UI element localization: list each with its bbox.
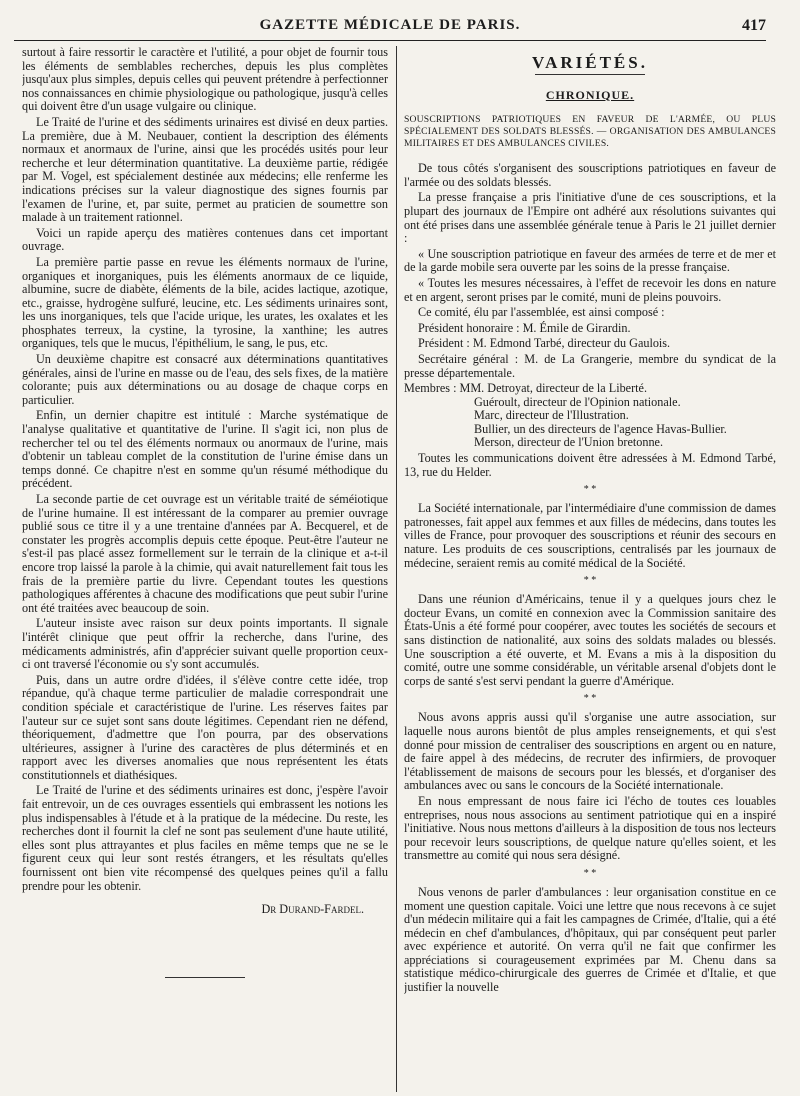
paragraph: surtout à faire ressortir le caractère et l'utilité, a pour objet de fournir tous les éléments de semblables recherches, depuis les plus complètes jusqu'aux plus simples, depuis celles qui peuvent prétendre à perfectionner nos connaissances en chimie physiologique ou pathologique, jusqu'à celles qui doivent être d'un usage vulgaire ou clinique.: [22, 46, 388, 114]
member-line: Marc, directeur de l'Illustration.: [474, 408, 629, 423]
section-separator-stars: * *: [583, 484, 597, 496]
paragraph: Enfin, un dernier chapitre est intitulé : Marche systématique de l'analyse qualitative et quantitative de l'urine. Il s'agit ici, non plus de rechercher tel ou tel des éléments normaux ou anormaux de l'urine, mais d'obtenir un tableau complet de la constitution de l'urine émise dans un temps donné. Ce chapitre n'est en somme qu'un résumé méthodique du précédent.: [22, 408, 388, 491]
paragraph: En nous empressant de nous faire ici l'écho de toutes ces louables entreprises, nous nous associons au sentiment patriotique qui en a inspiré l'initiative. Nous nous mettons d'ailleurs à la disposition de tous nos lecteurs pour recevoir leurs souscriptions, de quelque nature qu'elles soient, et les transmettre au comité qui nous sera désigné.: [404, 793, 776, 863]
article-summary: SOUSCRIPTIONS PATRIOTIQUES EN FAVEUR DE L'ARMÉE, OU PLUS SPÉCIALEMENT DES SOLDATS BLESSÉS. — ORGANISATION DES AMBULANCES MILITAIRES ET DES AMBULANCES CIVILES.: [404, 114, 776, 150]
paragraph: Un deuxième chapitre est consacré aux déterminations quantitatives générales, ainsi de l'urine en masse ou de l'eau, des sels fixes, de la matière colorante; puis aux déterminations ou au dosage de chaque corps en particulier.: [22, 352, 388, 407]
committee-members: [404, 382, 776, 450]
section-separator-stars: * *: [583, 867, 597, 879]
member-line: Merson, directeur de l'Union bretonne.: [474, 435, 664, 450]
left-column: [22, 46, 388, 1092]
paragraph: Nous avons appris aussi qu'il s'organise une autre association, sur laquelle nous aurons bientôt de plus amples renseignements, et qui s'est donné pour mission de centraliser des souscriptions en argent ou en nature, de faire appel à des médecins, de recruter des infirmiers, de provoquer l'établissement de maisons de secours pour les blessés, et d'organiser des ambulances avec ou sans le concours de la Société internationale.: [404, 710, 776, 793]
paragraph: La Société internationale, par l'intermédiaire d'une commission de dames patronesses, fait appel aux femmes et aux filles de médecins, dans toutes les villes de France, pour provoquer des souscriptions et réunir des secours en nature. Les produits de ces souscriptions, centralisés par les journaux de médecine, seraient remis au comité médical de la Société.: [404, 501, 776, 570]
title-rule: [535, 74, 645, 75]
page-header: [14, 14, 766, 41]
end-rule: [165, 977, 245, 978]
paragraph: Dans une réunion d'Américains, tenue il y a quelques jours chez le docteur Evans, un comité en connexion avec la Commission sanitaire des États-Unis a été formé pour coopérer, avec toutes les sociétés de secours et sans distinction de nationalité, aux soins des soldats malades ou blessés. Une souscription a été ouverte, et M. Evans a mis à la disposition du comité, outre une somme considérable, un véritable arsenal d'objets dont le corps de santé s'est servi pendant la guerre d'Amérique.: [404, 592, 776, 688]
committee-line: Ce comité, élu par l'assemblée, est ainsi composé :: [418, 305, 665, 320]
paragraph: La première partie passe en revue les éléments normaux de l'urine, organiques et inorganiques, puis les éléments anormaux de ce liquide, albumine, sucre de diabète, éléments de la bile, acides lactique, azotique, etc., graisse, hydrogène sulfuré, leucine, etc. Les sédiments urinaires sont, les uns inorganiques, tels que l'acide urique, les urates, les oxalates et les phosphates terreux, la cystine, la tyrosine, la xanthine; les autres organiques, tels que le mucus, l'épithélium, le sang, le pus, etc.: [22, 254, 388, 351]
page-number: 417: [742, 17, 766, 34]
journal-title: GAZETTE MÉDICALE DE PARIS.: [259, 17, 521, 33]
paragraph: L'auteur insiste avec raison sur deux points importants. Il signale l'intérêt clinique que peut offrir la recherche, dans l'urine, des médicaments administrés, afin d'apprécier suivant quelle proportion ceux-ci ont traversé l'économie ou s'y sont accumulés.: [22, 616, 388, 672]
committee-line: Président : M. Edmond Tarbé, directeur du Gaulois.: [418, 336, 671, 351]
paragraph: La seconde partie de cet ouvrage est un véritable traité de séméiotique de l'urine humaine. Il est intéressant de la comparer au premier ouvrage publié sous ce titre il y a une trentaine d'années par A. Becquerel, et de constater les progrès accomplis depuis cette époque. Peut-être l'auteur ne s'est-il pas placé assez formellement sur le terrain de la clinique et a-t-il encore trop laissé la parole à la chimie, qui avait naturellement fait tous les frais de la première partie du livre. Cependant toutes les questions pathologiques afférentes à chacune des modifications que peut subir l'urine ont été traitées avec beaucoup de soin.: [22, 492, 388, 615]
paragraph: De tous côtés s'organisent des souscriptions patriotiques en faveur de l'armée ou des soldats blessés.: [404, 161, 776, 189]
paragraph: Voici un rapide aperçu des matières contenues dans cet important ouvrage.: [22, 225, 388, 254]
member-line: Guéroult, directeur de l'Opinion nationale.: [474, 394, 681, 409]
section-title: VARIÉTÉS.: [532, 53, 648, 72]
resolution-quote: « Une souscription patriotique en faveur des armées de terre et de mer et de la garde mobile sera ouverte par les soins de la presse française.: [404, 246, 776, 275]
right-column: [404, 46, 776, 1092]
section-separator-stars: * *: [583, 575, 597, 587]
paragraph: Le Traité de l'urine et des sédiments urinaires est divisé en deux parties. La première, due à M. Neubauer, contient la description des éléments normaux et anormaux de l'urine, ainsi que les procédés usités pour leur recherche et leur détermination quantitative. La deuxième partie, rédigée par M. Vogel, est spécialement destinée aux médecins; elle renferme les indications précises sur la valeur diagnostique des signes fournis par l'examen de l'urine, et, par suite, permet au praticien de soumettre son malade à un traitement rationnel.: [22, 114, 388, 225]
committee-line: Président honoraire : M. Émile de Girardin.: [418, 320, 631, 335]
section-separator-stars: * *: [583, 693, 597, 705]
column-divider: [396, 46, 397, 1092]
resolution-quote: « Toutes les mesures nécessaires, à l'effet de recevoir les dons en nature et en argent, seront prises par le comité, muni de pleins pouvoirs.: [404, 275, 776, 304]
chronicle-subtitle: CHRONIQUE.: [545, 87, 635, 102]
member-line: Membres : MM. Detroyat, directeur de la Liberté.: [404, 381, 647, 396]
member-line: Bullier, un des directeurs de l'agence Havas-Bullier.: [474, 421, 727, 436]
paragraph: Puis, dans un autre ordre d'idées, il s'élève contre cette idée, trop répandue, qu'à chaque terme particulier de maladie correspondrait une condition spéciale et caractéristique de l'urine. Les réserves faites par l'auteur sur ce sujet sont sans doute légitimes. Cependant rien ne défend, théoriquement, d'admettre que l'on pourra, par des observations ultérieures, assigner à l'urine des caractères de plus déterminés et en rapport avec les diverses anomalies que nous représentent les états constitutionnels et diathésiques.: [22, 672, 388, 782]
paragraph: Toutes les communications doivent être adressées à M. Edmond Tarbé, 13, rue du Helder.: [404, 451, 776, 479]
author-signature: Dr Durand-Fardel.: [261, 902, 364, 917]
paragraph: Nous venons de parler d'ambulances : leur organisation constitue en ce moment une question capitale. Voici une lettre que nous recevons à ce sujet d'un médecin militaire qui a fait les campagnes de Crimée, d'Italie, qui a été médecin en chef d'ambulances, d'hôpitaux, qui par conséquent peut parler avec expérience et autorité. On verra qu'il ne fait que confirmer les appréciations si courageusement exprimées par M. Chenu dans sa statistique médico-chirurgicale des guerres de Crimée et d'Italie, et que justifier la nouvelle: [404, 884, 776, 995]
paragraph: La presse française a pris l'initiative d'une de ces souscriptions, et la plupart des journaux de l'Empire ont adhéré aux résolutions suivantes qui ont été prises dans une assemblée générale tenue à Paris le 21 juillet dernier :: [404, 190, 776, 246]
paragraph: Le Traité de l'urine et des sédiments urinaires est donc, j'espère l'avoir fait entrevoir, un de ces ouvrages essentiels qui embrassent les notions les plus indispensables à l'étude et à la pratique de la médecine. Du reste, les recherches dont il fournit la clef ne sont pas seulement d'une haute utilité, elles sont plus attrayantes et plus faciles en même temps que ne se le figurent ceux qui leur sont restés étrangers, et les résultats qu'elles fournissent ont bien vite récompensé des quelques peines qu'il a fallu prendre pour les obtenir.: [22, 783, 388, 893]
committee-line: Secrétaire général : M. de La Grangerie, membre du syndicat de la presse départementale.: [404, 351, 776, 380]
